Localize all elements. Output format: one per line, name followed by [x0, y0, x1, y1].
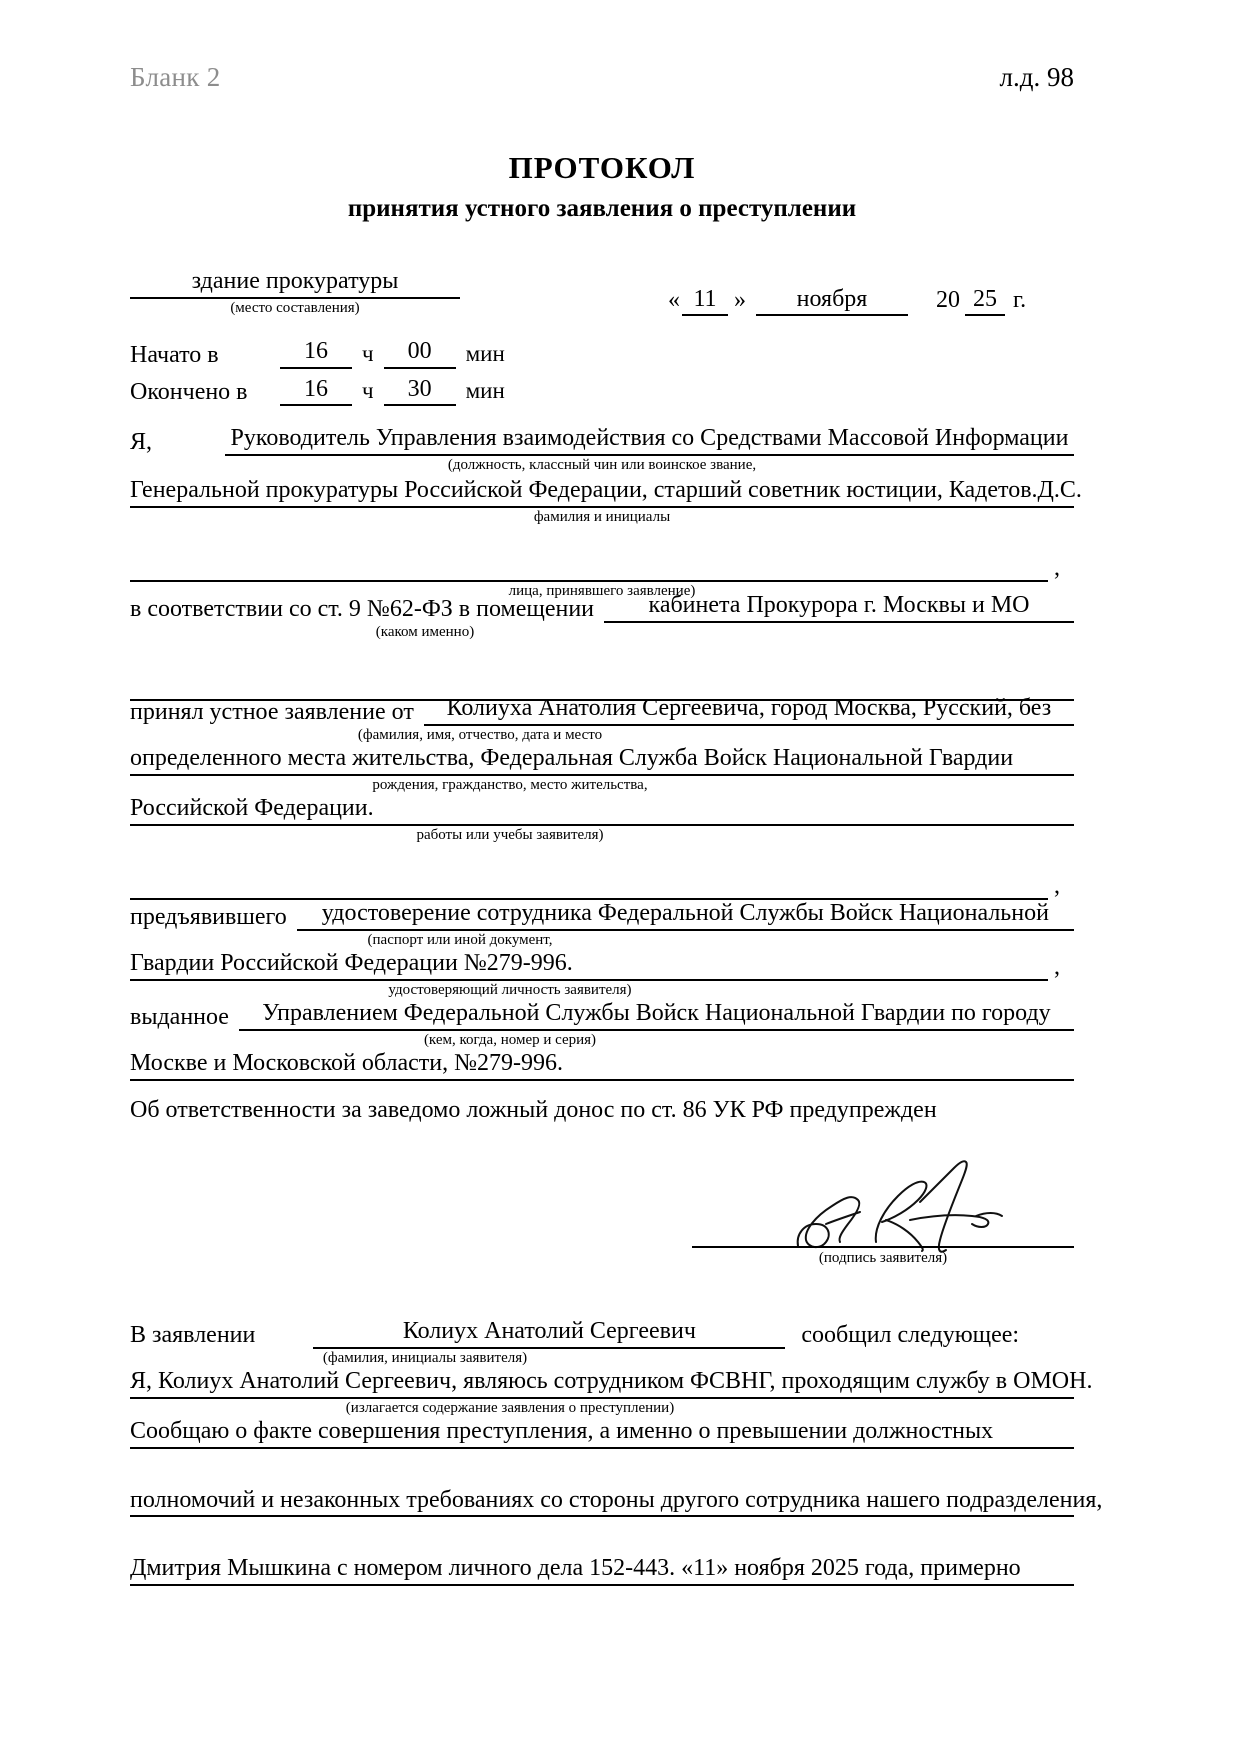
- issued-row: [130, 1000, 1074, 1031]
- statement-name-row: [130, 1318, 1074, 1349]
- signature-caption: (подпись заявителя): [818, 1250, 948, 1266]
- quote-close: »: [734, 287, 746, 314]
- place-of-compilation-caption: (место составления): [230, 299, 360, 316]
- place-and-date-row: [130, 268, 1074, 316]
- location-lead-label: в соответствии со ст. 9 №62-ФЗ в помещении: [130, 595, 595, 622]
- official-name-value[interactable]: Генеральной прокуратуры Российской Федерации, старший советник юстиции, Кадетов.Д.С.: [130, 477, 1074, 508]
- time-block: [130, 338, 1074, 413]
- identity-row: [130, 900, 1074, 931]
- declarant-block: [130, 695, 1074, 900]
- identity-trailing-comma: ,: [1054, 953, 1060, 980]
- date-year-value[interactable]: 25: [965, 286, 1005, 317]
- hours-unit-end: ч: [362, 378, 374, 404]
- place-of-compilation-value[interactable]: здание прокуратуры: [130, 268, 460, 299]
- issued-line2-value[interactable]: Москве и Московской области, №279-996.: [130, 1050, 1074, 1081]
- identity-caption-1: (паспорт или иной документ,: [367, 931, 553, 948]
- declarant-line4-value[interactable]: [130, 869, 1048, 900]
- end-time-minutes[interactable]: 30: [384, 376, 456, 407]
- document-subtitle: принятия устного заявления о преступлении: [347, 195, 857, 222]
- official-position-row: [130, 425, 1074, 456]
- declarant-trailing-comma: ,: [1054, 872, 1060, 899]
- location-row: [130, 592, 1074, 623]
- declarant-lead-label: принял устное заявление от: [130, 698, 414, 725]
- date-month-value[interactable]: ноября: [756, 286, 908, 317]
- start-time-hours[interactable]: 16: [280, 338, 352, 369]
- place-of-compilation-field: [130, 268, 460, 316]
- start-time-label: Начато в: [130, 341, 219, 368]
- end-time-row: [130, 376, 1074, 407]
- statement-line-4[interactable]: Дмитрия Мышкина с номером личного дела 152-443. «11» ноября 2025 года, примерно: [130, 1555, 1074, 1586]
- hours-unit-start: ч: [362, 340, 374, 366]
- end-time-hours[interactable]: 16: [280, 376, 352, 407]
- start-time-row: [130, 338, 1074, 369]
- identity-lead-label: предъявившего: [130, 903, 287, 930]
- statement-declarant-name[interactable]: Колиух Анатолий Сергеевич: [313, 1318, 785, 1349]
- identity-block: [130, 900, 1074, 1081]
- ya-label: Я,: [130, 428, 153, 455]
- statement-name-caption: (фамилия, инициалы заявителя): [322, 1349, 528, 1366]
- case-page-reference: л.д. 98: [999, 62, 1074, 92]
- statement-line-3[interactable]: полномочий и незаконных требованиях со стороны другого сотрудника нашего подразделения,: [130, 1487, 1074, 1518]
- quote-open: «: [668, 287, 680, 314]
- signature-rule: [692, 1246, 1074, 1248]
- false-denunciation-warning: Об ответственности за заведомо ложный донос по ст. 86 УК РФ предупрежден: [130, 1097, 937, 1123]
- official-position-caption: (должность, классный чин или воинское звание,: [447, 456, 757, 473]
- location-caption: (каком именно): [375, 623, 475, 640]
- official-position-value[interactable]: Руководитель Управления взаимодействия со Средствами Массовой Информации: [225, 425, 1074, 456]
- issued-line1-value[interactable]: Управлением Федеральной Службы Войск Национальной Гвардии по городу: [239, 1000, 1074, 1031]
- start-time-minutes[interactable]: 00: [384, 338, 456, 369]
- declarant-line3-value[interactable]: Российской Федерации.: [130, 795, 1074, 826]
- declarant-caption-3: работы или учебы заявителя): [416, 826, 604, 843]
- official-person-caption: лица, принявшего заявление): [508, 582, 696, 599]
- declarant-line1-value[interactable]: Колиуха Анатолия Сергеевича, город Москва, Русский, без: [424, 695, 1074, 726]
- minutes-unit-start: мин: [465, 340, 505, 366]
- official-name-caption: фамилия и инициалы: [533, 508, 671, 525]
- statement-content-caption: (излагается содержание заявления о преступлении): [345, 1399, 675, 1416]
- identity-caption-2: удостоверяющий личность заявителя): [388, 981, 632, 998]
- year-prefix: 20: [936, 287, 960, 314]
- official-trailing-comma: ,: [1054, 554, 1060, 581]
- date-day-value[interactable]: 11: [682, 286, 728, 317]
- declarant-caption-2: рождения, гражданство, место жительства,: [372, 776, 648, 793]
- declarant-row: [130, 695, 1074, 726]
- official-block: [130, 425, 1082, 599]
- statement-tail-label: сообщил следующее:: [801, 1321, 1020, 1348]
- form-blank-label: Бланк 2: [130, 62, 221, 92]
- warning-block: [130, 1097, 1074, 1124]
- year-suffix: г.: [1013, 287, 1027, 314]
- official-extra-value[interactable]: [130, 551, 1048, 582]
- document-title: ПРОТОКОЛ: [508, 150, 696, 185]
- identity-line2-value[interactable]: Гвардии Российской Федерации №279-996.: [130, 950, 1048, 981]
- declarant-caption-1: (фамилия, имя, отчество, дата и место: [357, 726, 603, 743]
- statement-lead-label: В заявлении: [130, 1321, 256, 1348]
- identity-line1-value[interactable]: удостоверение сотрудника Федеральной Службы Войск Национальной: [297, 900, 1074, 931]
- issued-caption: (кем, когда, номер и серия): [423, 1031, 597, 1048]
- declarant-line2-value[interactable]: определенного места жительства, Федеральная Служба Войск Национальной Гвардии: [130, 745, 1074, 776]
- title-block: [130, 150, 1074, 223]
- date-field: [668, 286, 1026, 317]
- document-header: [130, 62, 1074, 93]
- statement-line-1[interactable]: Я, Колиух Анатолий Сергеевич, являюсь сотрудником ФСВНГ, проходящим службу в ОМОН.: [130, 1368, 1074, 1399]
- issued-lead-label: выданное: [130, 1003, 229, 1030]
- location-value[interactable]: кабинета Прокурора г. Москвы и МО: [604, 592, 1074, 623]
- location-block: [130, 592, 1074, 701]
- statement-block: [130, 1318, 1103, 1586]
- end-time-label: Окончено в: [130, 379, 248, 406]
- minutes-unit-end: мин: [465, 378, 505, 404]
- statement-line-2[interactable]: Сообщаю о факте совершения преступления, а именно о превышении должностных: [130, 1418, 1074, 1449]
